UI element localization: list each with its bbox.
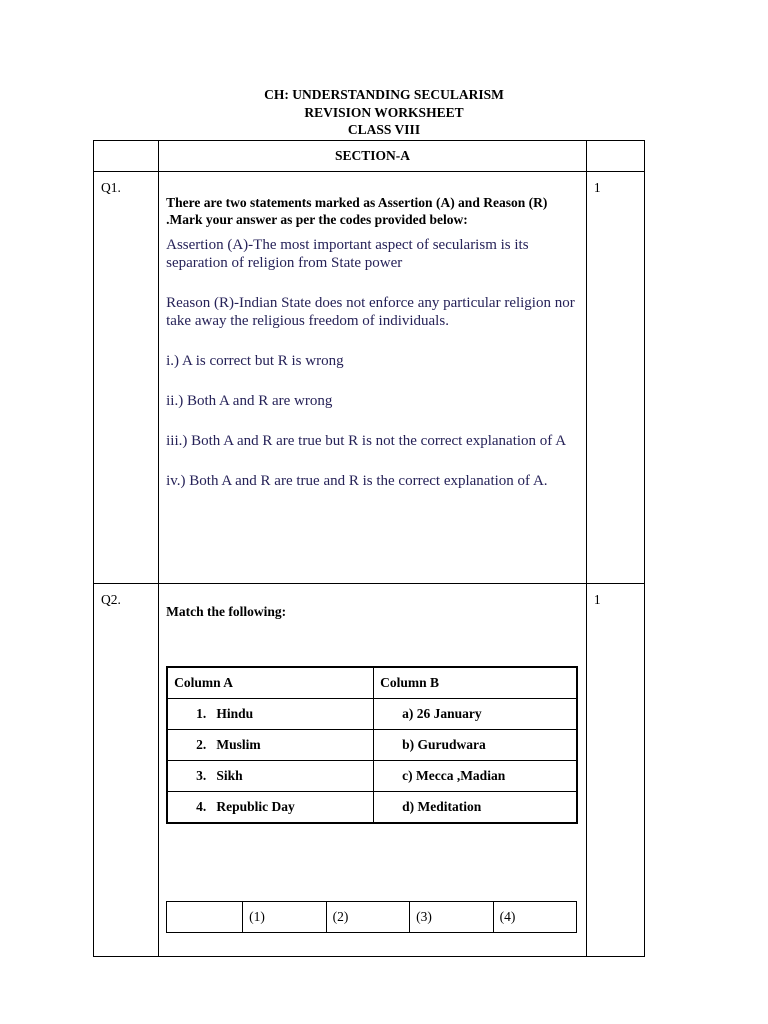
worksheet-header bbox=[0, 86, 768, 139]
option-2: ii.) Both A and R are wrong bbox=[166, 393, 333, 409]
answer-table bbox=[166, 901, 577, 933]
match-row bbox=[167, 792, 577, 824]
answer-cell-blank[interactable] bbox=[167, 902, 243, 933]
class-title: CLASS VIII bbox=[347, 122, 421, 137]
answer-cell-3[interactable]: (3) bbox=[410, 902, 494, 933]
assertion-text: Assertion (A)-The most important aspect of secularism is its separation of religion from State power bbox=[166, 237, 529, 271]
column-b-header: Column B bbox=[374, 667, 578, 699]
question-table bbox=[93, 140, 645, 957]
question-2-instruction: Match the following: bbox=[166, 604, 287, 619]
option-3: iii.) Both A and R are true but R is not the correct explanation of A bbox=[166, 433, 567, 449]
section-row-right-cell bbox=[586, 141, 644, 172]
question-1-row bbox=[94, 172, 645, 584]
section-title: SECTION-A bbox=[159, 141, 587, 172]
question-2-row bbox=[94, 584, 645, 957]
reason-text: Reason (R)-Indian State does not enforce any particular religion nor take away the religious freedom of individuals. bbox=[166, 295, 575, 329]
match-table-header bbox=[167, 667, 577, 699]
column-a-item: 4. Republic Day bbox=[167, 792, 374, 824]
chapter-title: CH: UNDERSTANDING SECULARISM bbox=[264, 87, 504, 102]
column-b-item: d) Meditation bbox=[374, 792, 578, 824]
question-1-marks: 1 bbox=[586, 172, 644, 584]
column-b-item: c) Mecca ,Madian bbox=[374, 761, 578, 792]
question-1-instruction: There are two statements marked as Assertion (A) and Reason (R) .Mark your answer as per the codes provided below: bbox=[166, 195, 548, 227]
question-1-body bbox=[159, 172, 587, 584]
match-table bbox=[166, 666, 578, 824]
worksheet-title: REVISION WORKSHEET bbox=[304, 104, 464, 120]
option-1: i.) A is correct but R is wrong bbox=[166, 353, 344, 369]
answer-cell-1[interactable]: (1) bbox=[243, 902, 327, 933]
column-b-item: b) Gurudwara bbox=[374, 730, 578, 761]
option-4: iv.) Both A and R are true and R is the correct explanation of A. bbox=[166, 473, 548, 489]
match-row bbox=[167, 699, 577, 730]
column-b-item: a) 26 January bbox=[374, 699, 578, 730]
answer-cell-2[interactable]: (2) bbox=[326, 902, 410, 933]
answer-row bbox=[167, 902, 577, 933]
question-2-body bbox=[159, 584, 587, 957]
question-1-number: Q1. bbox=[94, 172, 159, 584]
column-a-item: 3. Sikh bbox=[167, 761, 374, 792]
section-row-left-cell bbox=[94, 141, 159, 172]
question-2-number: Q2. bbox=[94, 584, 159, 957]
column-a-item: 1. Hindu bbox=[167, 699, 374, 730]
question-2-marks: 1 bbox=[586, 584, 644, 957]
column-a-header: Column A bbox=[167, 667, 374, 699]
match-row bbox=[167, 730, 577, 761]
answer-cell-4[interactable]: (4) bbox=[493, 902, 577, 933]
column-a-item: 2. Muslim bbox=[167, 730, 374, 761]
section-row bbox=[94, 141, 645, 172]
match-row bbox=[167, 761, 577, 792]
